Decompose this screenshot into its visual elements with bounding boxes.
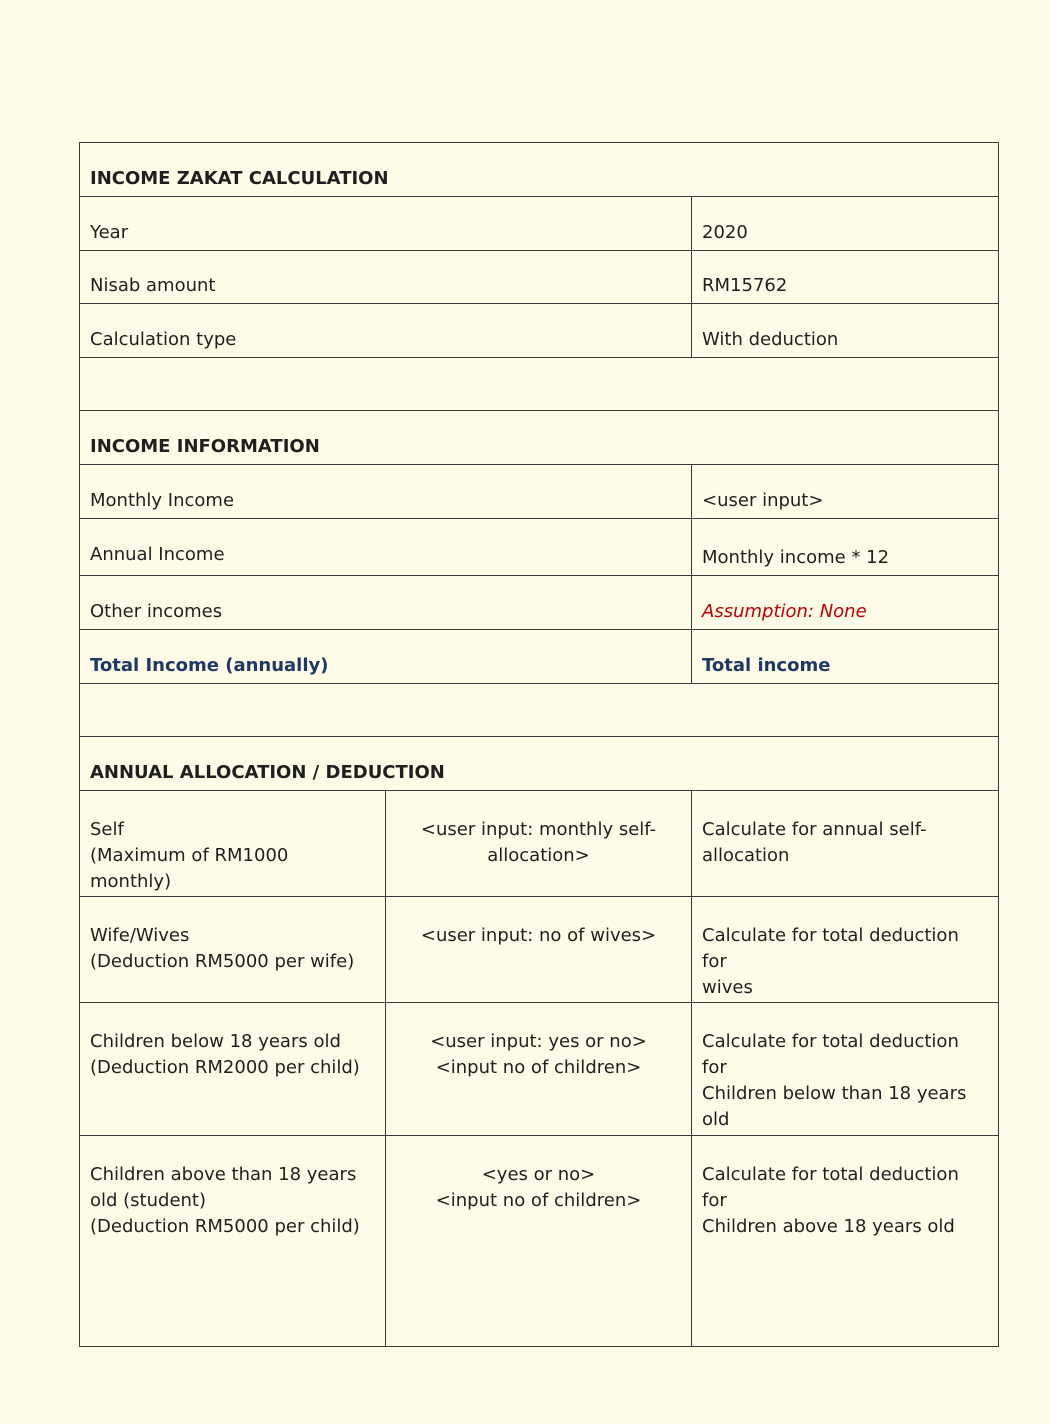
spacer-row-2: [80, 684, 999, 737]
other-incomes-assumption: Assumption: None: [692, 576, 999, 630]
children-above-input-line2: <input no of children>: [435, 1190, 642, 1211]
children-below-row: [80, 1003, 999, 1136]
calculation-type-row: [80, 304, 999, 358]
children-above-input-line1: <yes or no>: [481, 1164, 596, 1185]
spacer-cell: [80, 358, 999, 411]
wives-deduction-note: (Deduction RM5000 per wife): [90, 951, 355, 972]
zakat-section-title: INCOME ZAKAT CALCULATION: [80, 143, 999, 197]
children-below-calc-line2: Children below than 18 years: [702, 1083, 967, 1104]
self-input-cell: [386, 791, 692, 897]
wives-input-line1: <user input: no of wives>: [420, 925, 657, 946]
children-below-calc-line3: old: [702, 1109, 730, 1130]
nisab-value: RM15762: [692, 251, 999, 304]
wives-calc-line1: Calculate for total deduction for: [702, 925, 959, 972]
other-incomes-label: Other incomes: [80, 576, 692, 630]
wives-input-cell: [386, 897, 692, 1003]
children-above-input-cell: [386, 1136, 692, 1347]
children-above-calc-line2: Children above 18 years old: [702, 1216, 955, 1237]
wives-label-cell: [80, 897, 386, 1003]
children-below-calc-line1: Calculate for total deduction for: [702, 1031, 959, 1078]
children-below-input-cell: [386, 1003, 692, 1136]
annual-income-row: [80, 519, 999, 576]
self-calc-line2: allocation: [702, 845, 790, 866]
wives-allocation-row: [80, 897, 999, 1003]
allocation-title-row: [80, 737, 999, 791]
self-limit-note: (Maximum of RM1000 monthly): [90, 845, 289, 892]
children-below-input-line1: <user input: yes or no>: [430, 1031, 647, 1052]
allocation-section-title: ANNUAL ALLOCATION / DEDUCTION: [80, 737, 999, 791]
calculation-type-label: Calculation type: [80, 304, 692, 358]
self-calc-cell: [692, 791, 999, 897]
income-section-title: INCOME INFORMATION: [80, 411, 999, 465]
spacer-cell: [80, 684, 999, 737]
children-above-calc-line1: Calculate for total deduction for: [702, 1164, 959, 1211]
zakat-title-row: [80, 143, 999, 197]
children-below-input-line2: <input no of children>: [435, 1057, 642, 1078]
total-income-label: Total Income (annually): [80, 630, 692, 684]
nisab-label: Nisab amount: [80, 251, 692, 304]
monthly-income-label: Monthly Income: [80, 465, 692, 519]
monthly-income-value: <user input>: [692, 465, 999, 519]
wives-calc-cell: [692, 897, 999, 1003]
annual-income-value: Monthly income * 12: [692, 519, 999, 576]
nisab-row: [80, 251, 999, 304]
spacer-row-1: [80, 358, 999, 411]
other-incomes-row: [80, 576, 999, 630]
self-input-line2: allocation>: [487, 845, 590, 866]
self-allocation-row: [80, 791, 999, 897]
children-below-deduction-note: (Deduction RM2000 per child): [90, 1057, 360, 1078]
self-label-cell: [80, 791, 386, 897]
children-above-deduction-note: (Deduction RM5000 per child): [90, 1216, 360, 1237]
income-title-row: [80, 411, 999, 465]
annual-income-label: Annual Income: [80, 519, 692, 576]
total-income-value: Total income: [692, 630, 999, 684]
children-below-label-cell: [80, 1003, 386, 1136]
monthly-income-row: [80, 465, 999, 519]
year-row: [80, 197, 999, 251]
calculation-type-value: With deduction: [692, 304, 999, 358]
total-income-row: [80, 630, 999, 684]
self-calc-line1: Calculate for annual self-: [702, 819, 927, 840]
children-below-calc-cell: [692, 1003, 999, 1136]
children-above-label-line1: Children above than 18 years: [90, 1164, 357, 1185]
children-below-label: Children below 18 years old: [90, 1031, 341, 1052]
wives-calc-line2: wives: [702, 977, 753, 998]
self-input-line1: <user input: monthly self-: [420, 819, 657, 840]
year-label: Year: [80, 197, 692, 251]
children-above-label-cell: [80, 1136, 386, 1347]
children-above-label-line2: old (student): [90, 1190, 207, 1211]
children-above-row: [80, 1136, 999, 1347]
wives-label: Wife/Wives: [90, 925, 190, 946]
year-value: 2020: [692, 197, 999, 251]
zakat-calculation-table: [79, 142, 999, 1347]
children-above-calc-cell: [692, 1136, 999, 1347]
self-label: Self: [90, 819, 124, 840]
